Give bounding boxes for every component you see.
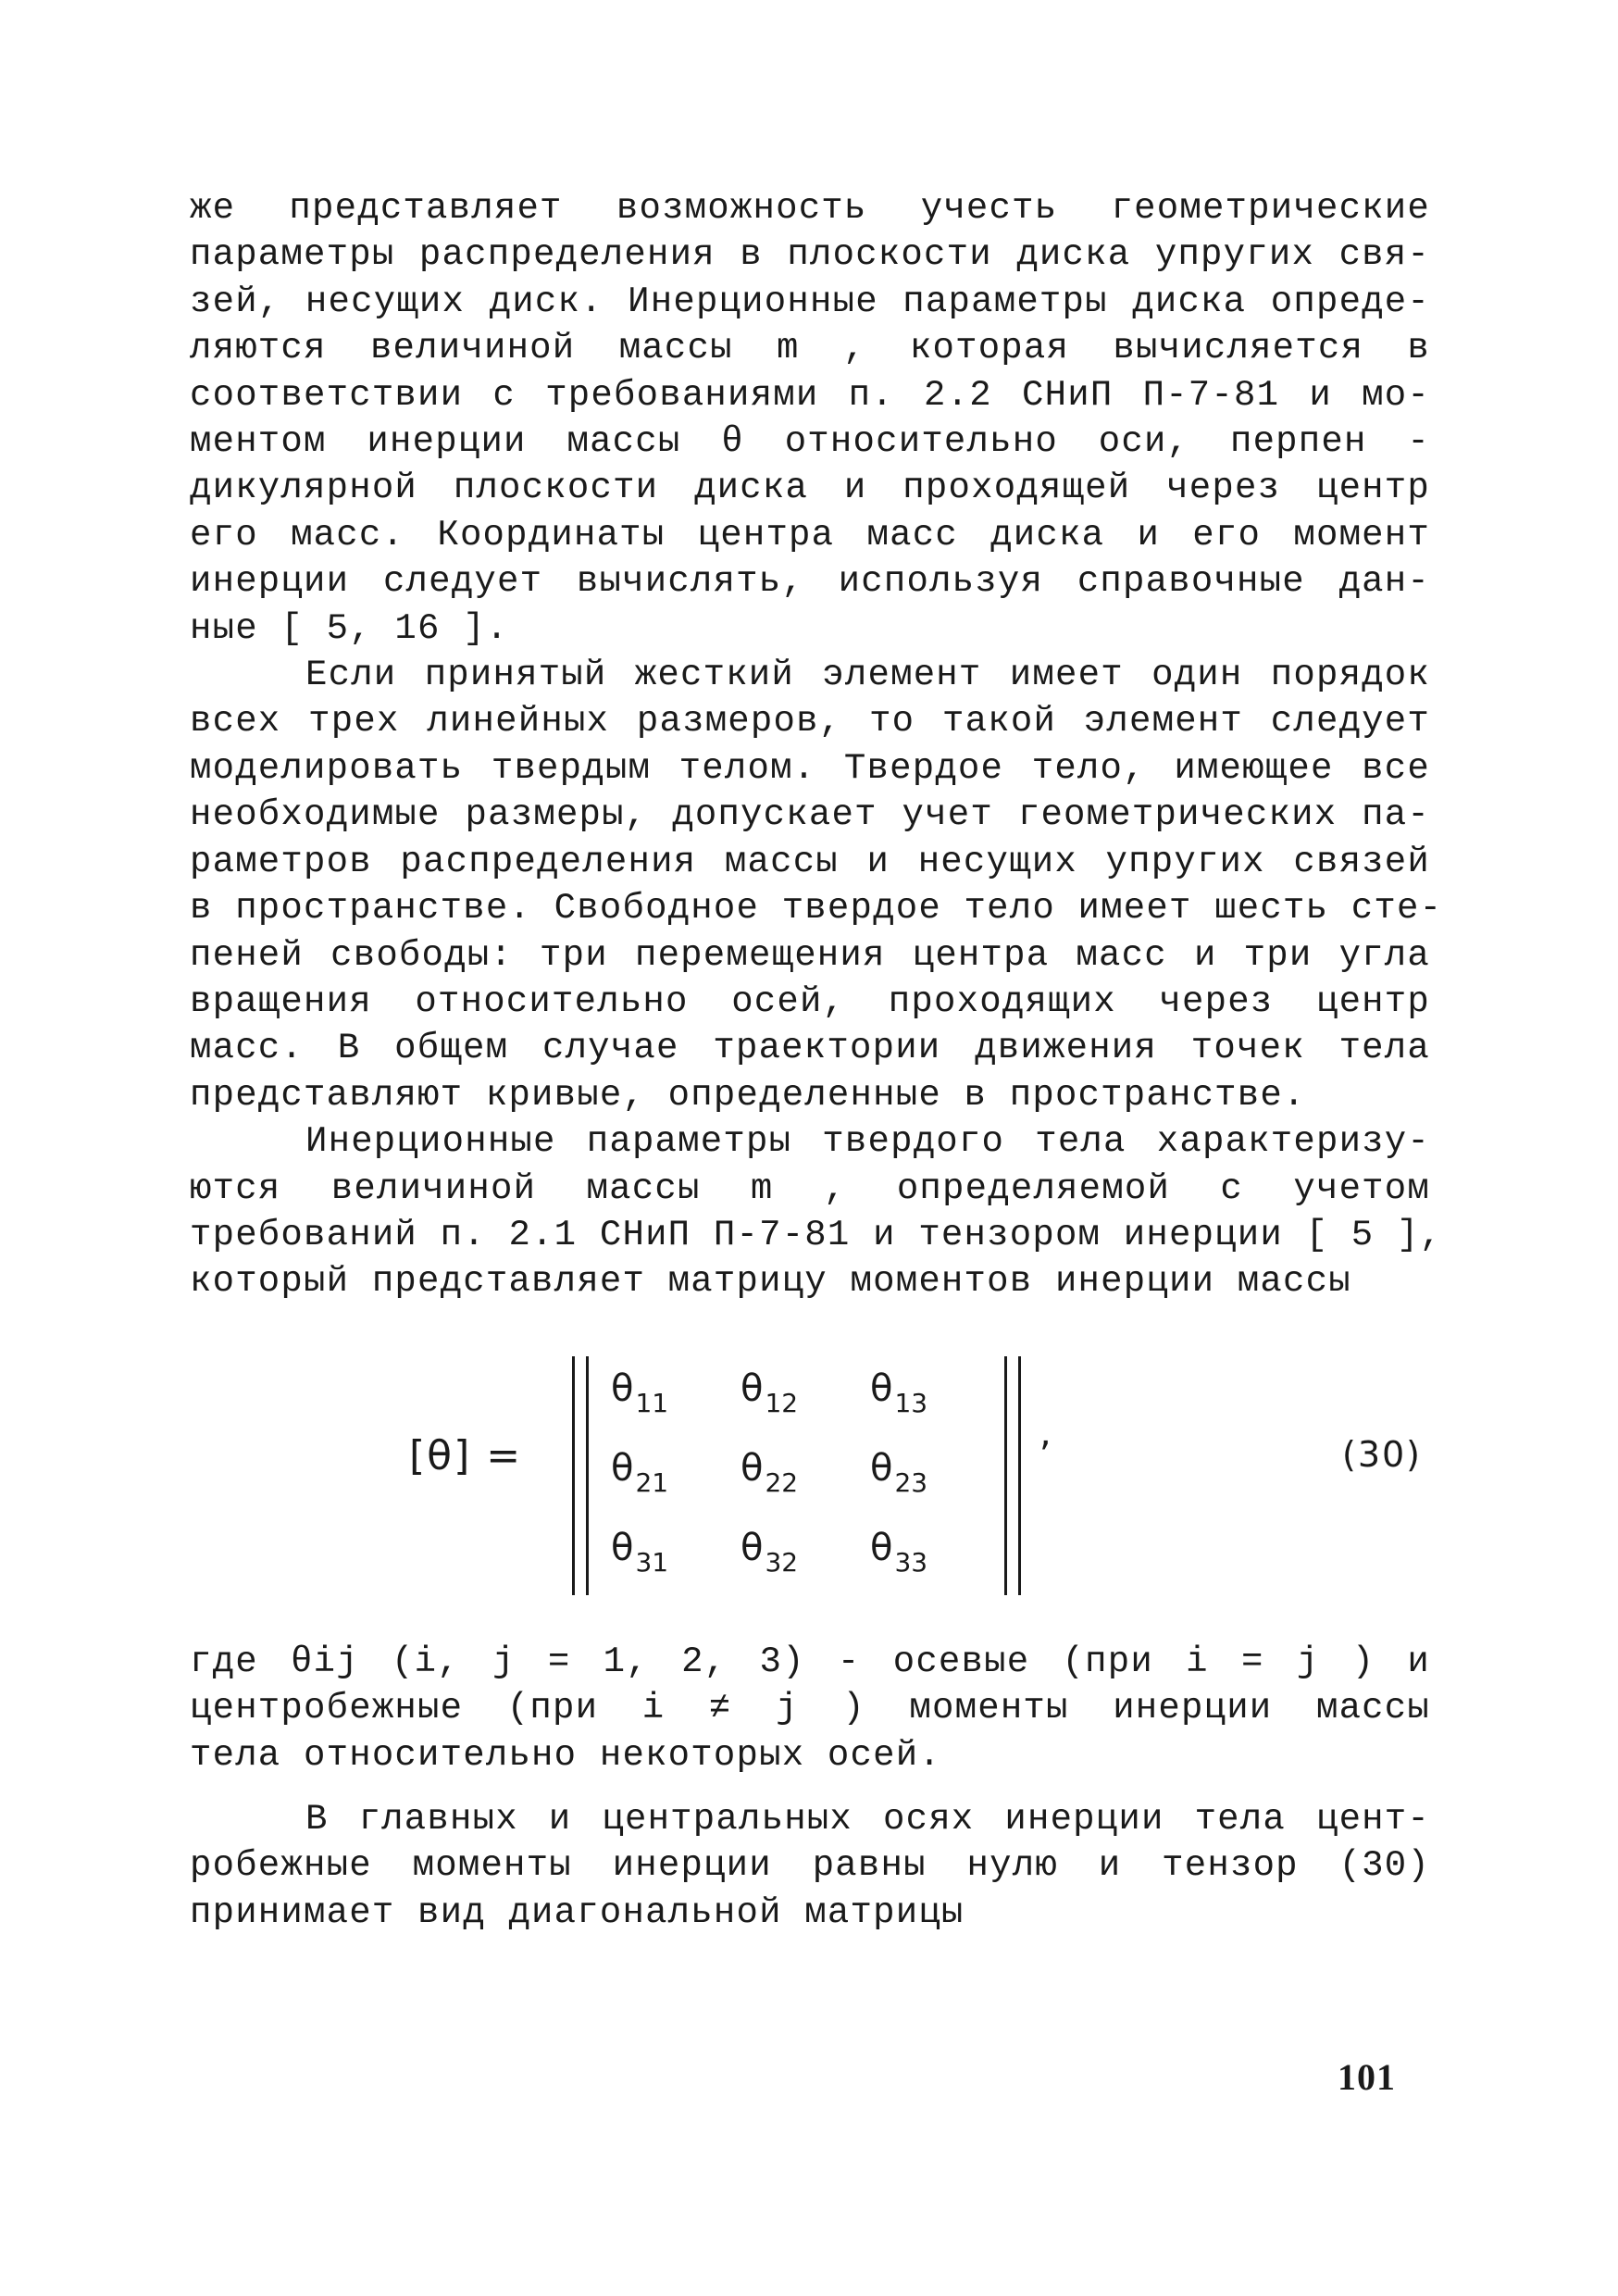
theta-symbol: θ (741, 1367, 764, 1410)
text-line: в пространстве. Свободное твердое тело имеет шесть сте- (190, 888, 1443, 930)
equation-lhs: [θ] = (409, 1432, 523, 1479)
text-line: который представляет матрицу моментов инерции массы (190, 1261, 1351, 1303)
page-number: 101 (1338, 2056, 1396, 2098)
text-line: инерции следует вычислять, используя справочные дан- (190, 561, 1430, 603)
theta-symbol: θ (611, 1447, 634, 1490)
theta-symbol: θ (870, 1367, 893, 1410)
text-line: зей, несущих диск. Инерционные параметры диска опреде- (190, 281, 1430, 322)
text-line: моделировать твердым телом. Твердое тело, имеющее все (190, 747, 1430, 789)
text-line: пеней свободы: три перемещения центра масс и три угла (190, 934, 1430, 976)
matrix-subscript: 13 (894, 1388, 928, 1418)
matrix-cell (611, 1447, 741, 1527)
text-line: В главных и центральных осях инерции тела цент- (305, 1799, 1430, 1840)
text-line: принимает вид диагональной матрицы (190, 1891, 965, 1933)
equation-30 (190, 1356, 1430, 1597)
matrix-subscript: 21 (635, 1467, 669, 1498)
matrix-cell (741, 1447, 870, 1527)
theta-symbol: θ (611, 1367, 634, 1410)
text-line: центробежные (при i ≠ j ) моменты инерции массы (190, 1688, 1430, 1729)
paragraph-1 (190, 185, 1430, 652)
text-line: Если принятый жесткий элемент имеет один порядок (305, 655, 1430, 696)
matrix-subscript: 23 (894, 1467, 928, 1498)
theta-symbol: θ (870, 1447, 893, 1490)
text-line: дикулярной плоскости диска и проходящей через центр (190, 468, 1430, 509)
text-line: ментом инерции массы θ относительно оси, перпен - (190, 421, 1430, 463)
text-line: представляют кривые, определенные в пространстве. (190, 1074, 1306, 1116)
matrix-subscript: 31 (635, 1547, 669, 1578)
matrix-subscript: 33 (894, 1547, 928, 1578)
theta-symbol: θ (741, 1447, 764, 1490)
matrix-explanation (190, 1639, 1430, 1778)
text-line: робежные моменты инерции равны нулю и тензор (30) (190, 1845, 1430, 1887)
matrix-cell (741, 1527, 870, 1606)
text-line: вращения относительно осей, проходящих через центр (190, 980, 1430, 1022)
text-line: где θij (i, j = 1, 2, 3) - осевые (при i = j ) и (190, 1641, 1430, 1682)
text-line: Инерционные параметры твердого тела характеризу- (305, 1121, 1430, 1163)
paragraph-2 (190, 652, 1443, 1118)
text-line: соответствии с требованиями п. 2.2 СНиП П-7-81 и мо- (190, 374, 1430, 416)
matrix-cell (611, 1367, 741, 1447)
matrix-cell (611, 1527, 741, 1606)
matrix-cell (870, 1527, 990, 1606)
text-line: ные [ 5, 16 ]. (190, 607, 509, 649)
text-line: требований п. 2.1 СНиП П-7-81 и тензором инерции [ 5 ], (190, 1214, 1443, 1255)
inertia-matrix (611, 1367, 990, 1606)
matrix-left-bars (572, 1356, 589, 1595)
text-line: его масс. Координаты центра масс диска и его момент (190, 514, 1430, 555)
text-line: тела относительно некоторых осей. (190, 1734, 941, 1776)
matrix-cell (741, 1367, 870, 1447)
matrix-cell (870, 1367, 990, 1447)
equation-comma: , (1039, 1412, 1052, 1454)
principal-axes-paragraph (190, 1796, 1430, 1936)
text-line: параметры распределения в плоскости диска упругих свя- (190, 234, 1430, 276)
matrix-subscript: 22 (765, 1467, 799, 1498)
text-line: ляются величиной массы m , которая вычисляется в (190, 328, 1430, 369)
matrix-subscript: 12 (765, 1388, 799, 1418)
text-line: масс. В общем случае траектории движения точек тела (190, 1028, 1430, 1069)
matrix-subscript: 11 (635, 1388, 669, 1418)
theta-symbol: θ (741, 1527, 764, 1569)
text-line: необходимые размеры, допускает учет геометрических па- (190, 794, 1430, 836)
matrix-right-bars (1004, 1356, 1021, 1595)
theta-symbol: θ (611, 1527, 634, 1569)
theta-symbol: θ (870, 1527, 893, 1569)
text-line: раметров распределения массы и несущих упругих связей (190, 841, 1430, 882)
paragraph-3 (190, 1118, 1443, 1305)
matrix-cell (870, 1447, 990, 1527)
paragraph-5 (190, 1796, 1430, 1936)
text-line: же представляет возможность учесть геометрические (190, 188, 1430, 229)
text-line: ются величиной массы m , определяемой с учетом (190, 1167, 1430, 1209)
equation-number: (30) (1342, 1434, 1423, 1475)
matrix-subscript: 32 (765, 1547, 799, 1578)
text-line: всех трех линейных размеров, то такой элемент следует (190, 701, 1430, 742)
page-body (190, 185, 1443, 1305)
paragraph-4 (190, 1639, 1430, 1778)
